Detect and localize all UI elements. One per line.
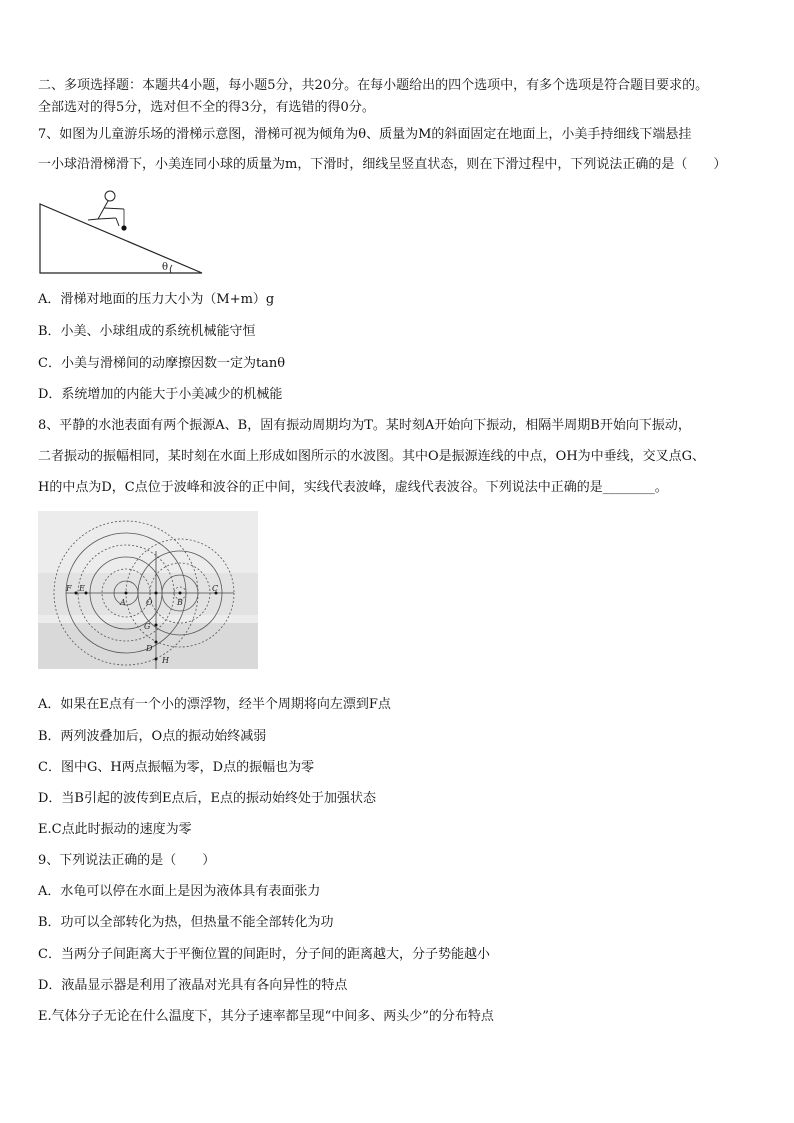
label-g: G [144, 622, 151, 631]
person-body [98, 201, 108, 219]
q7-slide-figure [38, 188, 208, 276]
hanging-ball [121, 225, 126, 230]
q9-option-c: C．当两分子间距离大于平衡位置的间距时，分子间的距离越大，分子势能越小 [38, 947, 490, 962]
q8-stem-line2: 二者振动的振幅相同，某时刻在水面上形成如图所示的水波图。其中O是振源连线的中点，OH为中垂线，交叉点G、 [38, 449, 706, 464]
label-o: O [146, 598, 153, 607]
person-shin [116, 218, 119, 226]
person-arm [104, 208, 124, 209]
q8-stem-line1: 8、平静的水池表面有两个振源A、B，固有振动周期均为T。某时刻A开始向下振动，相隔半周期B开始向下振动， [38, 418, 691, 433]
q7-stem-line1: 7、如图为儿童游乐场的滑梯示意图，滑梯可视为倾角为θ、质量为M的斜面固定在地面上，小美手持细线下端悬挂 [38, 127, 692, 142]
wave-interference-diagram [38, 511, 258, 669]
incline-triangle [40, 204, 202, 273]
person-thigh [98, 218, 116, 219]
q8-wave-figure [38, 511, 258, 669]
q7-stem-line2: 一小球沿滑梯滑下，小美连同小球的质量为m，下滑时，细线呈竖直状态，则在下滑过程中，下列说法正确的是（ ） [38, 157, 727, 172]
q8-option-c: C．图中G、H两点振幅为零，D点的振幅也为零 [38, 760, 315, 775]
angle-label: θ [162, 262, 169, 273]
section-instructions-line1: 二、多项选择题：本题共4小题，每小题5分，共20分。在每小题给出的四个选项中，有多个选项是符合题目要求的。 [38, 78, 709, 93]
label-h: H [162, 656, 169, 665]
label-c: C [212, 584, 219, 593]
q9-option-e: E.气体分子无论在什么温度下，其分子速率都呈现“中间多、两头少”的分布特点 [38, 1009, 494, 1024]
q7-option-a: A．滑梯对地面的压力大小为（M+m）g [38, 292, 275, 307]
person-back-leg [88, 219, 98, 220]
label-e: E [79, 584, 85, 593]
label-b: B [177, 598, 183, 607]
q7-option-c: C．小美与滑梯间的动摩擦因数一定为tanθ [38, 356, 286, 371]
q9-option-d: D．液晶显示器是利用了液晶对光具有各向异性的特点 [38, 978, 348, 993]
q8-option-a: A．如果在E点有一个小的漂浮物，经半个周期将向左漂到F点 [38, 697, 391, 712]
q9-option-a: A．水龟可以停在水面上是因为液体具有表面张力 [38, 884, 321, 899]
q8-stem-line3: H的中点为D，C点位于波峰和波谷的正中间，实线代表波峰，虚线代表波谷。下列说法中正确的是________。 [38, 480, 668, 495]
q9-option-b: B．功可以全部转化为热，但热量不能全部转化为功 [38, 915, 334, 930]
q8-option-b: B．两列波叠加后，O点的振动始终减弱 [38, 729, 267, 744]
slide-diagram [38, 188, 208, 276]
q7-option-d: D．系统增加的内能大于小美减少的机械能 [38, 387, 283, 402]
q7-option-b: B．小美、小球组成的系统机械能守恒 [38, 324, 256, 339]
label-a: A [120, 598, 126, 607]
person-head [105, 191, 115, 201]
label-f: F [66, 584, 72, 593]
q8-option-d: D．当B引起的波传到E点后，E点的振动始终处于加强状态 [38, 791, 376, 806]
q9-stem: 9、下列说法正确的是（ ） [38, 853, 216, 868]
label-d: D [146, 644, 153, 653]
q8-option-e: E.C点此时振动的速度为零 [38, 822, 192, 837]
angle-arc [170, 265, 172, 273]
section-instructions-line2: 全部选对的得5分，选对但不全的得3分，有选错的得0分。 [38, 100, 375, 115]
